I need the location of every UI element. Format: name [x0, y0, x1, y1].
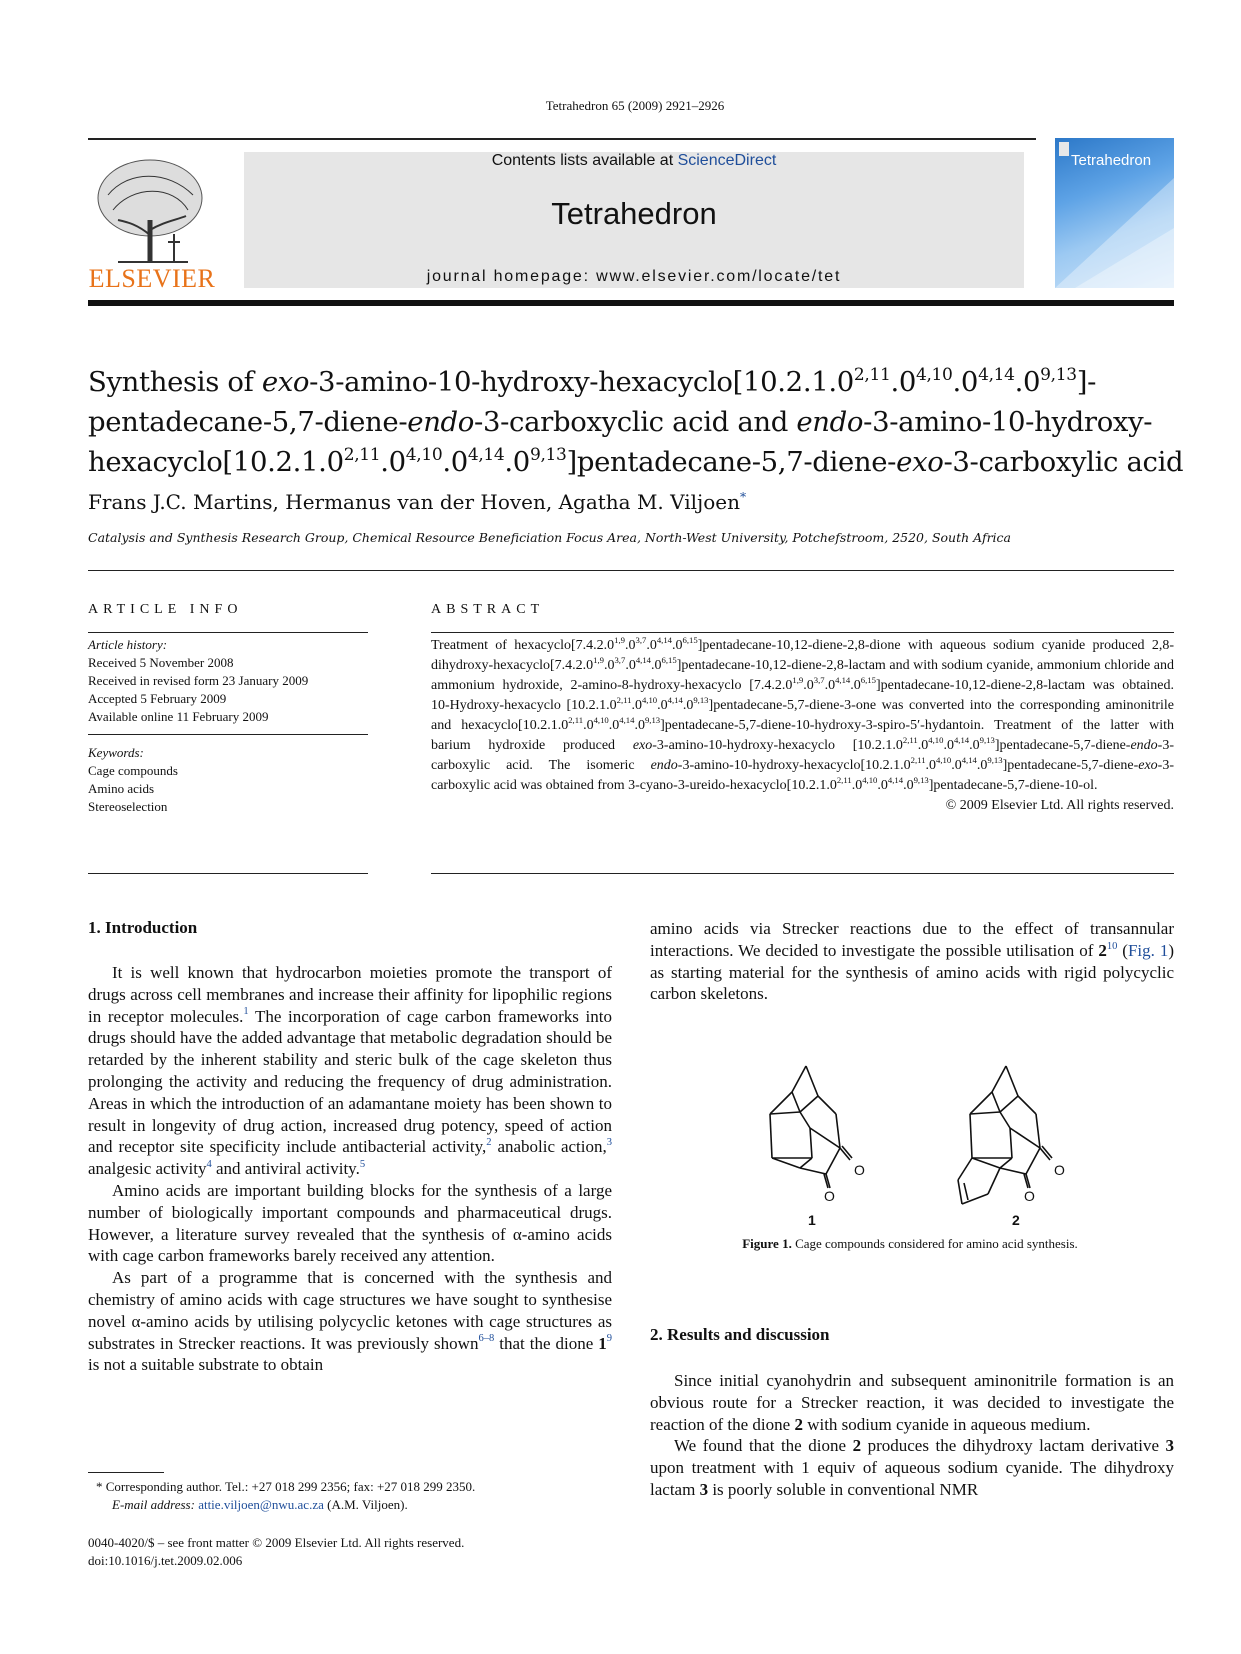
abstract-fragment: .0: [969, 738, 980, 753]
abstract-fragment: -3-carboxylic acid was obtained from 3-cyano-3-ureido-hexacyclo[10.2.1.0: [431, 758, 1174, 793]
divider-rule: [88, 570, 1174, 571]
compound-number: 2: [794, 1414, 803, 1434]
text: Since initial cyanohydrin and subsequent aminonitrile formation is an obvious route for a Strecker reaction, it was decided to investigate the reaction of the dione: [650, 1371, 1174, 1434]
abstract-fragment: .0: [651, 658, 662, 673]
abstract-sup: 4,10: [936, 754, 952, 765]
title-text: hexacyclo[10.2.1.0: [88, 446, 344, 478]
text: and antiviral activity.: [211, 1159, 360, 1179]
abstract-fragment: .0: [925, 758, 937, 773]
paragraph: [650, 1370, 1174, 1435]
abstract-fragment: .0: [851, 778, 863, 793]
abstract-fragment: .0: [625, 658, 636, 673]
abstract-fragment: .0: [976, 758, 988, 773]
journal-name: Tetrahedron: [551, 196, 717, 231]
title-superscript: 4,10: [405, 445, 443, 465]
abstract-fragment: .0: [917, 738, 929, 753]
results-heading: 2. Results and discussion: [650, 1325, 830, 1344]
abstract-bottom-rule: [431, 873, 1174, 874]
text: It is well known that hydrocarbon moieties promote the transport of drugs across cell membranes and increase their affinity for lipophilic regions in receptor molecules.: [88, 963, 612, 1026]
abstract-sup: 3,7: [813, 674, 825, 685]
footnote-text: Corresponding author. Tel.: +27 018 299 2356; fax: +27 018 299 2350.: [102, 1479, 476, 1494]
abstract-sup: 6,15: [860, 674, 876, 685]
reference-link[interactable]: 4: [206, 1159, 212, 1170]
title-line-3: [88, 442, 1188, 482]
author-list: [88, 490, 746, 514]
reference-link[interactable]: 5: [359, 1159, 366, 1170]
footnote-email-line: [96, 1496, 616, 1514]
title-superscript: 4,14: [978, 365, 1015, 385]
abstract-heading: ABSTRACT: [431, 602, 545, 617]
header-bottom-rule: [88, 300, 1174, 306]
journal-cover-thumbnail: [1055, 138, 1174, 288]
compound-label-1: 1: [808, 1212, 816, 1228]
introduction-heading: 1. Introduction: [88, 918, 198, 937]
abstract-fragment: .0: [646, 638, 657, 653]
abstract-fragment: .0: [682, 698, 694, 713]
journal-reference: Tetrahedron 65 (2009) 2921–2926: [545, 98, 725, 113]
abstract-sup: 4,14: [835, 674, 851, 685]
article-info-heading: ARTICLE INFO: [88, 602, 243, 617]
paragraph: [650, 1435, 1174, 1500]
title-superscript: 4,10: [916, 365, 953, 385]
keyword: Cage compounds: [88, 763, 178, 778]
abstract-sup: 4,14: [667, 694, 683, 705]
compound-number: 3: [699, 1479, 709, 1499]
title-superscript: 2,11: [853, 365, 891, 385]
abstract-fragment: -3-amino-10-hydroxy-hexacyclo [10.2.1.0: [652, 738, 903, 753]
reference-link[interactable]: 2: [486, 1137, 492, 1149]
text: with sodium cyanide in aqueous medium.: [802, 1414, 1091, 1434]
abstract-sup: 4,14: [619, 714, 635, 725]
abstract-sup: 2,11: [568, 714, 584, 725]
title-text: .0: [442, 446, 468, 478]
abstract-sup: 4,10: [928, 734, 944, 745]
abstract-fragment: .0: [951, 758, 962, 773]
text: upon treatment with 1 equiv of aqueous sodium cyanide. The dihydroxy lactam: [650, 1458, 1174, 1499]
abstract-fragment: ]pentadecane-10,12-diene-2,8-lactam and with sodium cyanide, ammonium chloride and ammonium hydroxide, 2-amino-8-hydroxy-hexacyclo [7.4.2.0: [431, 658, 1174, 693]
text: anabolic action,: [491, 1137, 607, 1157]
caption-text: Cage compounds considered for amino acid synthesis.: [791, 1236, 1078, 1251]
text: is not a suitable substrate to obtain: [88, 1355, 324, 1375]
publisher-name: ELSEVIER: [88, 264, 216, 293]
title-text: .0: [504, 446, 530, 478]
text: produces the dihydroxy lactam derivative: [861, 1436, 1166, 1456]
title-text: Synthesis of: [88, 366, 262, 398]
title-text: endo: [796, 406, 864, 438]
history-item: Available online 11 February 2009: [88, 709, 269, 724]
paragraph: Amino acids are important building blocks for the synthesis of a large number of biologically important compounds and pharmaceutical drugs. However, a literature survey revealed that the synthesis of α-amino acids with cage carbon frameworks barely received any attention.: [88, 1180, 612, 1266]
atom-label: O: [824, 1188, 835, 1204]
abstract-fragment: ]pentadecane-5,7-diene-10-hydroxy-3-spiro-5′-hydantoin. Treatment of the latter with barium hydroxide produced: [431, 718, 1174, 753]
abstract-fragment: .0: [803, 678, 814, 693]
footnote-mark: *: [96, 1479, 103, 1494]
text: We found that the dione: [674, 1436, 853, 1456]
abstract-sup: 2,11: [836, 774, 852, 785]
title-text: pentadecane-5,7-diene-: [88, 406, 408, 438]
abstract-sup: 4,10: [862, 774, 878, 785]
abstract-sup: 4,14: [656, 634, 673, 645]
reference-link[interactable]: 3: [606, 1137, 613, 1149]
abstract-fragment: ]pentadecane-5,7-diene-10-ol.: [928, 778, 1098, 793]
title-text: -3-carboxylic acid: [943, 446, 1184, 478]
title-superscript: 9,13: [529, 445, 567, 465]
abstract-fragment: exo: [1138, 758, 1158, 773]
title-text: endo: [407, 406, 475, 438]
email-link[interactable]: attie.viljoen@nwu.ac.za: [198, 1497, 324, 1512]
abstract-sup: 1,9: [614, 634, 625, 645]
abstract-sup: 6,15: [682, 634, 698, 645]
results-body: [650, 1370, 1174, 1501]
abstract-sup: 9,13: [979, 734, 995, 745]
abstract-fragment: endo: [650, 758, 678, 773]
abstract-sup: 1,9: [792, 674, 804, 685]
abstract-fragment: exo: [632, 738, 653, 753]
footnote-rule: [88, 1472, 164, 1473]
abstract-sup: 4,14: [961, 754, 977, 765]
figure-1-structures: [740, 1056, 1080, 1226]
footnote: [96, 1478, 616, 1514]
sciencedirect-link[interactable]: ScienceDirect: [677, 152, 777, 169]
abstract-fragment: .0: [634, 718, 645, 733]
keyword: Amino acids: [88, 781, 155, 796]
abstract-sup: 9,13: [693, 694, 709, 705]
reference-link[interactable]: 1: [243, 1006, 249, 1018]
abstract-fragment: ]pentadecane-10,12-diene-2,8-lactam was obtained. 10-Hydroxy-hexacyclo [10.2.1.0: [431, 678, 1174, 713]
header-top-rule: [88, 138, 1036, 140]
cover-title: Tetrahedron: [1071, 152, 1152, 169]
title-text: ]pentadecane-5,7-diene-: [566, 446, 897, 478]
email-name: (A.M. Viljoen).: [323, 1497, 408, 1512]
abstract-top-rule: [431, 632, 1174, 633]
caption-label: Figure 1.: [742, 1236, 792, 1251]
abstract-fragment: .0: [943, 738, 954, 753]
abstract-sup: 3,7: [614, 654, 626, 665]
abstract-sup: 9,13: [987, 754, 1003, 765]
title-text: .0: [890, 366, 916, 398]
abstract-sup: 4,14: [887, 774, 904, 785]
abstract-sup: 2,11: [902, 734, 918, 745]
email-label: E-mail address:: [112, 1497, 199, 1512]
title-superscript: 2,11: [343, 445, 381, 465]
title-text: -3-carboxyclic acid and: [474, 406, 797, 438]
contents-prefix: Contents lists available at: [491, 152, 678, 169]
reference-link[interactable]: 10: [1106, 940, 1118, 952]
front-matter: [88, 1534, 464, 1570]
abstract-sup: 6,15: [661, 654, 677, 665]
abstract-sup: 9,13: [644, 714, 661, 725]
text: as starting material for the synthesis of amino acids with rigid polycyclic carbon skeletons.: [650, 962, 1174, 1004]
atom-label: O: [1024, 1188, 1035, 1204]
abstract-fragment: ]pentadecane-5,7-diene-3-one was converted into the corresponding aminonitrile and hexacyclo[10.2.1.0: [431, 698, 1174, 733]
abstract-fragment: .0: [624, 638, 636, 653]
abstract-fragment: .0: [603, 658, 615, 673]
title-text: ]-: [1076, 366, 1097, 398]
abstract-fragment: .0: [824, 678, 836, 693]
compound-1-structure: [770, 1066, 852, 1188]
reference-link[interactable]: 6–8: [478, 1333, 495, 1345]
abstract-sup: 4,10: [593, 714, 609, 725]
article-info-bottom-rule: [88, 873, 368, 874]
text: amino acids via Strecker reactions due to the effect of transannular interactions. We decided to investigate the possible utilisation of: [650, 919, 1174, 960]
title-text: exo: [261, 366, 310, 398]
title-text: .0: [952, 366, 979, 398]
issn-line: 0040-4020/$ – see front matter © 2009 Elsevier Ltd. All rights reserved.: [88, 1535, 465, 1550]
abstract-fragment: .0: [850, 678, 861, 693]
figure-caption: [650, 1236, 1170, 1252]
history-label: Article history:: [88, 637, 168, 652]
compound-2-structure: [958, 1066, 1052, 1204]
text: analgesic activity: [88, 1159, 207, 1179]
title-line-1: [88, 362, 1188, 402]
title-text: exo: [896, 446, 944, 478]
article-info-top-rule: [88, 632, 368, 633]
text: that the dione: [494, 1333, 599, 1353]
abstract-sup: 2,11: [616, 694, 632, 705]
title-text: .0: [380, 446, 406, 478]
article-title: [88, 362, 1188, 482]
abstract-fragment: .0: [657, 698, 668, 713]
abstract-sup: 4,10: [641, 694, 658, 705]
compound-number: 1: [598, 1333, 607, 1353]
abstract-fragment: .0: [672, 638, 683, 653]
keywords-label: Keywords:: [88, 745, 144, 760]
figure-link[interactable]: Fig. 1: [1127, 940, 1169, 960]
reference-link[interactable]: 9: [606, 1333, 613, 1345]
abstract-sup: 4,14: [635, 654, 651, 665]
history-item: Received in revised form 23 January 2009: [88, 673, 309, 688]
abstract-copyright: © 2009 Elsevier Ltd. All rights reserved.: [945, 798, 1174, 813]
paragraph: [88, 962, 612, 1180]
keywords-rule: [88, 734, 368, 735]
text: As part of a programme that is concerned with the synthesis and chemistry of amino acids with cage structures we have sought to synthesise novel α-amino acids by utilising polycyclic ketones with cage structures as substrates in Strecker reactions. It was previously shown: [88, 1268, 612, 1353]
abstract-sup: 3,7: [635, 634, 647, 645]
paragraph: [88, 1267, 612, 1376]
paragraph: amino acids via Strecker reactions due to the effect of transannular interactions. We decided to investigate the possible utilisation of $2^{10}$ (Fig. 1) as starting material for the synthesis of amino acids with rigid polycyclic carbon skeletons.: [650, 919, 1174, 1004]
abstract-fragment: endo: [1130, 738, 1158, 753]
abstract-fragment: ]pentadecane-5,7-diene-: [994, 738, 1131, 753]
journal-homepage[interactable]: journal homepage: www.elsevier.com/locate/tet: [426, 268, 842, 285]
history-item: Received 5 November 2008: [88, 655, 234, 670]
compound-label-2: 2: [1012, 1212, 1020, 1228]
compound-number: 2: [852, 1436, 862, 1456]
abstract-fragment: .0: [877, 778, 888, 793]
abstract-sup: 2,11: [910, 754, 926, 765]
footnote-line: [96, 1478, 616, 1496]
keyword: Stereoselection: [88, 799, 168, 814]
abstract-fragment: .0: [903, 778, 914, 793]
abstract-sup: 4,14: [953, 734, 970, 745]
abstract-fragment: .0: [631, 698, 642, 713]
abstract-fragment: -3-carboxylic acid. The isomeric: [431, 738, 1174, 773]
authors-text: Frans J.C. Martins, Hermanus van der Hoven, Agatha M. Viljoen: [88, 490, 740, 514]
corresponding-author-mark[interactable]: *: [740, 488, 747, 504]
history-item: Accepted 5 February 2009: [88, 691, 227, 706]
abstract-text: [431, 636, 1174, 816]
right-column-text: [650, 918, 1174, 1005]
contents-line: [244, 152, 1024, 170]
abstract-fragment: Treatment of hexacyclo[7.4.2.0: [431, 638, 615, 653]
title-text: .0: [1014, 366, 1041, 398]
compound-number: 3: [1165, 1436, 1175, 1456]
affiliation: Catalysis and Synthesis Research Group, Chemical Resource Beneficiation Focus Area, North-West University, Potchefstroom, 2520, South Africa: [88, 530, 1012, 545]
article-info: [88, 636, 368, 816]
text: is poorly soluble in conventional NMR: [708, 1479, 979, 1499]
title-line-2: [88, 402, 1188, 442]
atom-label: O: [1054, 1162, 1065, 1178]
abstract-fragment: -3-amino-10-hydroxy-hexacyclo[10.2.1.0: [677, 758, 911, 773]
title-text: -3-amino-10-hydroxy-: [863, 406, 1153, 438]
introduction-body: [88, 962, 612, 1376]
abstract-sup: 1,9: [593, 654, 604, 665]
title-text: -3-amino-10-hydroxy-hexacyclo[10.2.1.0: [309, 366, 854, 398]
title-superscript: 4,14: [467, 445, 505, 465]
text: The incorporation of cage carbon frameworks into drugs should have the added advantage that metabolic degradation should be retarded by the inherent stability and steric bulk of the cage skeleton thus prolonging the activity and reducing the frequency of drug administration. Areas in which the introduction of an adamantane moiety has been shown to result in longevity of drug action, increased drug potency, speed of action and receptor site specificity include antibacterial activity,: [88, 1006, 612, 1157]
abstract-fragment: .0: [583, 718, 594, 733]
abstract-fragment: ]pentadecane-5,7-diene-: [1002, 758, 1139, 773]
atom-label: O: [854, 1162, 865, 1178]
abstract-fragment: .0: [608, 718, 620, 733]
compound-number: 2: [1098, 940, 1107, 960]
title-superscript: 9,13: [1040, 365, 1077, 385]
doi-line[interactable]: doi:10.1016/j.tet.2009.02.006: [88, 1553, 243, 1568]
abstract-sup: 9,13: [913, 774, 929, 785]
abstract-fragment: ]pentadecane-10,12-diene-2,8-dione with aqueous sodium cyanide produced 2,8-dihydroxy-hexacyclo[7.4.2.0: [431, 638, 1174, 673]
